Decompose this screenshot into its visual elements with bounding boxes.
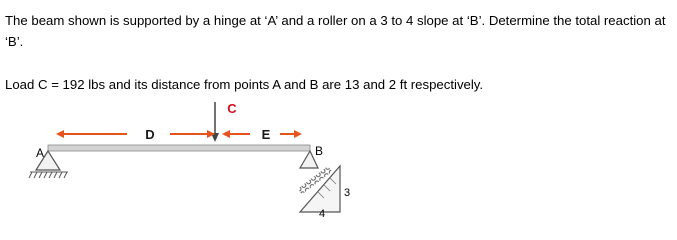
dim-e-label: E (261, 127, 271, 142)
problem-statement: The beam shown is supported by a hinge at ‘A’ and a roller on a 3 to 4 slope at ‘B’. Determine the total reaction at ‘B’. (5, 13, 666, 49)
ground-hatching (29, 172, 68, 178)
point-a-label: A (35, 146, 45, 160)
point-b-label: B (314, 144, 324, 158)
dim-d-label: D (145, 127, 155, 142)
load-label: C (227, 101, 237, 116)
beam (48, 145, 310, 151)
load-information: Load C = 192 lbs and its distance from points A and B are 13 and 2 ft respectively. (5, 77, 484, 92)
slope-run-label: 4 (318, 208, 326, 218)
slope-rise-label: 3 (344, 187, 351, 199)
beam-diagram (0, 96, 677, 218)
